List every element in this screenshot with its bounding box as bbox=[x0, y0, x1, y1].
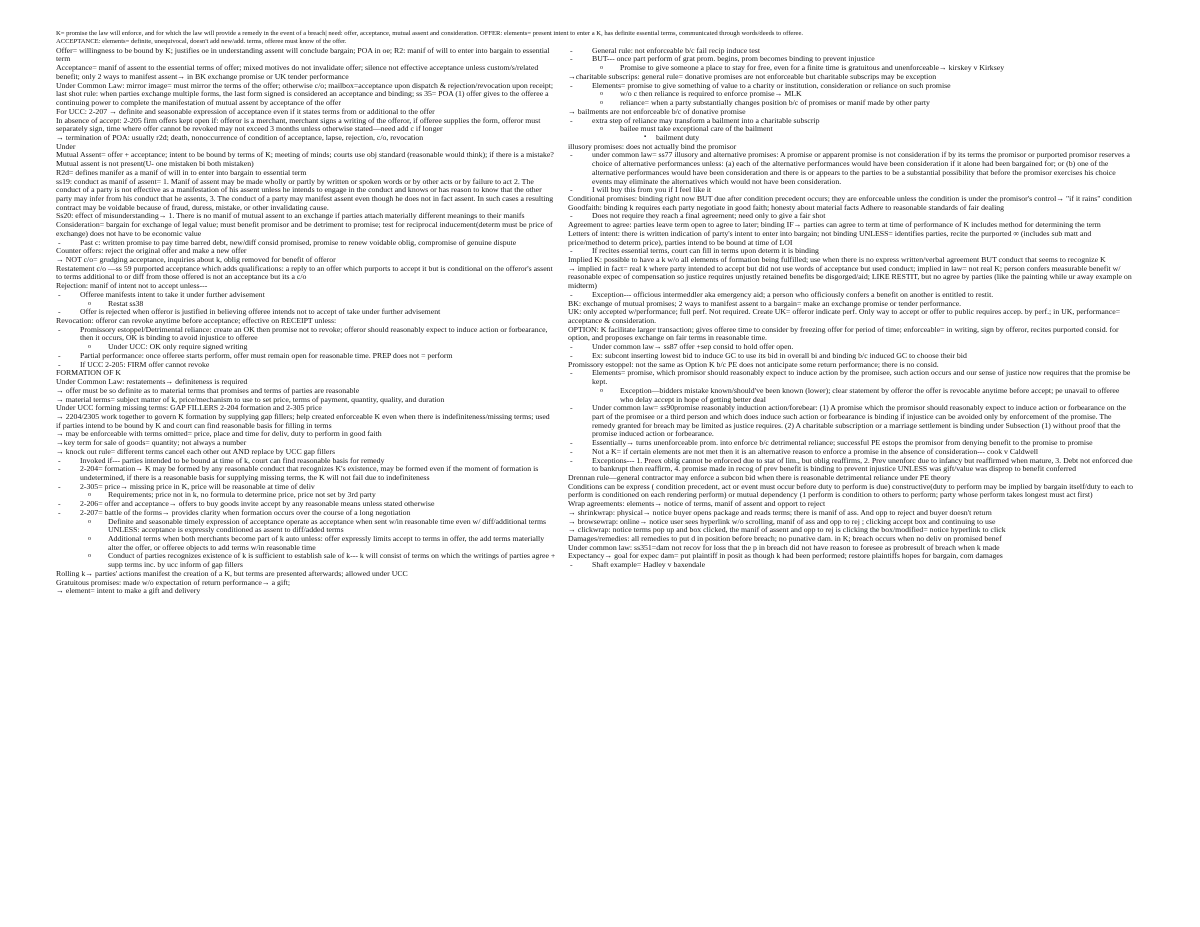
right-note-line: ▪ bailment duty bbox=[568, 134, 1134, 143]
right-note-line: Drennan rule—general contractor may enforce a subcon bid when there is reasonable detrimental reliance under PE theory bbox=[568, 472, 951, 482]
right-note-line: - Ex: subcont inserting lowest bid to induce GC to use its bid in overall bi and binding b/c induced GC to choose their bid bbox=[568, 352, 1134, 361]
left-note-line: - 2-204= formation→ K may be formed by any reasonable conduct that recognizes K's existence, may be formed even if the moment of formation is undetermined, if there is a reasonable basis for supplying missing terms, the K will not fail due to indefiniteness bbox=[56, 465, 556, 482]
left-note-line: - 2-305= price→ missing price in K, price will be reasonable at time of deliv bbox=[56, 483, 556, 492]
right-note-line: Expectancy→ goal for expec dam= put plaintiff in posit as though k had been performed; restore plaintiffs hopes for bargain, com damages bbox=[568, 551, 1003, 561]
k-definition: K= promise the law will enforce, and for which the law will provide a remedy in the event of a breach| need: offer, acceptance, mutual assent and consideration. OFFER: elements= present intent to enter a K, has definite essential terms, communicated through words/deeds to offeree. bbox=[56, 30, 804, 37]
left-note-line: Revocation: offeror can revoke anytime before acceptance; effective on RECEIPT unless: bbox=[56, 316, 337, 326]
left-note-line: Gratuitous promises: made w/o expectation of return performance→ a gift; bbox=[56, 577, 291, 587]
right-note-line: - Elements= promise, which promisor should reasonably expect to induce action by the promisee, such action occurs and our sense of justice now requires that the promise be kept. bbox=[568, 369, 1134, 386]
left-note-line: - Past c: written promise to pay time barred debt, new/diff consid promised, promise to renew voidable oblig, compromise of genuine dispute bbox=[56, 239, 556, 248]
left-note-line: o Definite and seasonable timely expression of acceptance operate as acceptance when sent w/in reasonable time even w/ diff/additional terms UNLESS: acceptance is expressly conditioned as assent to diff/added terms bbox=[56, 518, 556, 535]
left-note-line: ss19: conduct as manif of assent= 1. Manif of assent may be made wholly or partly by written or spoken words or by other acts or by failure to act 2. The conduct of a party is not effective as a manifestation of his assent unless he intends to engage in the conduct and knows or has reason to know that the other party may infer from his conduct that he assents, 3. The conduct of a party may manifest assent even though he does not in fact assent. In such cases a resulting contract may be voidable because of fraud, duress, mistake, or other invalidating cause. bbox=[56, 176, 554, 212]
left-note-line: Rolling k→ parties' actions manifest the creation of a K, but terms are presented afterwards; allowed under UCC bbox=[56, 568, 408, 578]
left-note-line: → offer must be so definite as to material terms that promises and terms of parties are reasonable bbox=[56, 385, 360, 395]
right-note-line: - General rule: not enforceable b/c fail recip induce test bbox=[568, 47, 1134, 56]
right-column bbox=[568, 47, 1134, 596]
acceptance-definition: ACCEPTANCE: elements= definite, unequivocal, doesn't add new/add. terms, offeree must know of the offer. bbox=[56, 38, 347, 46]
left-note-line: o Conduct of parties recognizes existence of k is sufficient to establish sale of k--- k will consist of terms on which the writings of parties agree + supp terms inc. by ucc inform of gap fillers bbox=[56, 552, 556, 569]
right-note-line: - Does not require they reach a final agreement; need only to give a fair shot bbox=[568, 212, 1134, 221]
right-note-line: - Not a K= if certain elements are not met then it is an alternative reason to enforce a promise in the absence of consideration--- cook v Caldwell bbox=[568, 448, 1134, 457]
left-note-line: - Partial performance: once offeree starts perform, offer must remain open for reasonable time. PREP does not = perform bbox=[56, 352, 556, 361]
right-note-line: - Exception--- officious intermeddler aka emergency aid; a person who officiously confers a benefit on another is entitled to restit. bbox=[568, 291, 1134, 300]
left-note-line: - 2-207= battle of the forms→ provides clarity when formation occurs over the course of a long negotiation bbox=[56, 509, 556, 518]
right-note-line: - Under common law→ ss87 offer +sep consid to hold offer open. bbox=[568, 343, 1134, 352]
left-note-line: Consideration= bargain for exchange of legal value; must benefit promisor and be detriment to promise; test for reciprocal inducement(determ must be price of exchange) does not have to be economic value bbox=[56, 220, 553, 238]
left-note-line: →key term for sale of goods= quantity; not always a number bbox=[56, 438, 247, 448]
right-note-line: o reliance= when a party substantially changes position b/c of promises or manif made by other party bbox=[568, 99, 1134, 108]
right-note-line: - BUT--- once part perform of grat prom. begins, prom becomes binding to prevent injustice bbox=[568, 55, 1134, 64]
right-note-line: - If recites essential terms, court can fill in terms upon determ it is binding bbox=[568, 247, 1134, 256]
left-note-line: Rejection: manif of intent not to accept unless--- bbox=[56, 281, 208, 291]
left-note-line: → element= intent to make a gift and delivery bbox=[56, 586, 201, 596]
right-note-line: Goodfaith: binding k requires each party negotiate in good faith; honesty about material facts Adhere to reasonable standards of fair dealing bbox=[568, 202, 1005, 212]
left-note-line: - Offeree manifests intent to take it under further advisement bbox=[56, 291, 556, 300]
right-note-line: Agreement to agree: parties leave term open to agree to later; binding IF→ parties can agree to term at time of performance of K includes method for determining the term bbox=[568, 220, 1101, 230]
left-note-line: FORMATION OF K bbox=[56, 368, 121, 378]
left-note-line: Mutual Assent= offer + acceptance; intent to be bound by terms of K; meeting of minds; courts use obj standard (reasonable would think); if there is a mistake? Mutual assent is not present(U- one mistaken bi both mistaken) bbox=[56, 150, 554, 169]
left-note-line: Under bbox=[56, 141, 76, 151]
left-note-line: o Under UCC: OK only require signed writing bbox=[56, 343, 556, 352]
left-note-line: Offer= willingness to be bound by K; justifies oe in understanding assent will conclude bargain; POA in oe; R2: manif of will to enter into bargain to essential term bbox=[56, 46, 550, 64]
left-note-line: → material terms= subject matter of k, price/mechanism to use to set price, terms of payment, quantity, quality, and duration bbox=[56, 394, 445, 404]
right-note-line: → browsewrap: online→ notice user sees hyperlink w/o scrolling, manif of ass and opp to rej ; clicking accept box and continuing to use bbox=[568, 516, 996, 526]
right-note-line: Conditional promises: binding right now BUT due after condition precedent occurs; they are enforceable unless the condition is under the promisor's control→ "if it rains" condition bbox=[568, 193, 1132, 203]
left-note-line: R2d= defines manifer as a manif of will in to enter into bargain to essential term bbox=[56, 167, 307, 177]
left-note-line: → termination of POA: usually r2d; death, nonoccurrence of condition of acceptance, lapse, rejection, c/o, revocation bbox=[56, 132, 424, 142]
left-note-line: o Additional terms when both merchants become part of k auto unless: offer expressly limits accept to terms in offer, the add terms materially alter the offer, or offeree objects to add terms w/in reasonable time bbox=[56, 535, 556, 552]
right-note-line: BK: exchange of mutual promises; 2 ways to manifest assent to a bargain= make an exchange promise or tender performance. bbox=[568, 298, 962, 308]
right-note-line: →charitable subscrips: general rule= donative promises are not enforceable but charitable subscrips may be exception bbox=[568, 71, 937, 81]
right-note-line: Letters of intent: there is written indication of party's intent to enter into bargain; not binding UNLESS= identifies parties, recite the purported ∞ (includes sub matt and price/method to determ price), parties intend to be bound at time of LOI bbox=[568, 228, 1092, 247]
right-note-line: o bailee must take exceptional care of the bailment bbox=[568, 125, 1134, 134]
page-header bbox=[56, 30, 1190, 46]
left-note-line: → may be enforceable with terms omitted= price, place and time for deliv, duty to perform in good faith bbox=[56, 429, 382, 439]
columns bbox=[56, 47, 1190, 596]
left-note-line: In absence of accept: 2-205 firm offers kept open if: offeror is a merchant, merchant signs a writing of the offeror, if offeree supplies the form, offeror must separately sign, time where offer cannot be revoked may not exceed 3 months unless otherwise stated—need add c if longer bbox=[56, 115, 541, 134]
right-note-line: → implied in fact= real k where party intended to accept but did not use words of acceptance but used conduct; implied in law= not real K; person confers measurable benefit w/ reasonable expec of compensation so justice requires unjustly retained benefits be disgorged/aid; LIKE RESTIT, but no agree by parties (like the painting while ur away example on midterm) bbox=[568, 263, 1132, 291]
left-note-line: Restatement c/o —ss 59 purported acceptance which adds qualifications: a reply to an offer which purports to accept it but is conditional on the offeror's assent to terms additional to or diff from those offered is not an acceptance but its a c/o bbox=[56, 263, 553, 282]
right-note-line: - extra step of reliance may transform a bailment into a charitable subscrip bbox=[568, 117, 1134, 126]
right-note-line: illusory promises: does not actually bind the promisor bbox=[568, 141, 737, 151]
left-note-line: - Offer is rejected when offeror is justified in believing offeree intends not to accept of take under further advisement bbox=[56, 308, 556, 317]
right-note-line: OPTION: K facilitate larger transaction; gives offeree time to consider by freezing offer for period of time; enforceable= in writing, sign by offeror, recites purported consid. for option, and proposes exchange on fair terms in reasonable time. bbox=[568, 324, 1119, 343]
right-note-line: Promissory estoppel: not the same as Option K b/c PE does not anticipate some return performance; there is no consid. bbox=[568, 359, 939, 369]
right-note-line: - Exceptions--- 1. Preex oblig cannot be enforced due to stat of lim., but oblig reaffirms, 2. Prev unenforc due to infancy but reaffirmed when mature, 3. Debt not enforced due to bankrupt then reaffirm, 4. promise made in recog of prev benefit is binding to prevent injustice UNLESS was gift/value was disprop to benefit conferred bbox=[568, 457, 1134, 474]
right-note-line: - under common law= ss77 illusory and alternative promises: A promise or apparent promise is not consideration if by its terms the promisor or purported promisor reserves a choice of alternative performances unless: (a) each of the alternative performances would have been consideration if it alone had been bargained for; or (b) one of the alternative performances would have been consideration and there is or appears to the parties to be a substantial possibility that before the promisor exercises his choice events may eliminate the alternatives which would not have been consideration. bbox=[568, 151, 1134, 186]
left-note-line: Ss20: effect of misunderstanding→ 1. There is no manif of mutual assent to an exchange if parties attach materially different meanings to their manifs bbox=[56, 211, 525, 221]
left-note-line: - 2-206= offer and acceptance→ offers to buy goods invite accept by any reasonable means unless stated otherwise bbox=[56, 500, 556, 509]
left-note-line: Counter offers: reject the original offer and make a new offer bbox=[56, 246, 247, 256]
left-note-line: - If UCC 2-205: FIRM offer cannot revoke bbox=[56, 361, 556, 370]
left-note-line: Under UCC forming missing terms: GAP FILLERS 2-204 formation and 2-305 price bbox=[56, 403, 322, 413]
left-note-line: → NOT c/o= grudging acceptance, inquiries about k, oblig removed for benefit of offeror bbox=[56, 255, 336, 264]
right-note-line: UK: only accepted w/performance; full perf. Not required. Create UK= offeror indicate perf. Only way to accept or offer to public requires accep. by perf.; in UK, performance= acceptance & consideration. bbox=[568, 307, 1121, 326]
right-note-line: - Under common law= ss90promise reasonably induction action/forebear: (1) A promise which the promisor should reasonably expect to induce action or forbearance on the part of the promisee or a third person and which does induce such action or forbearance is binding if injustice can be avoided only by enforcement of the promise. The remedy granted for breach may be limited as justice requires. (2) A charitable subscription or a marriage settlement is binding under Subsection (1) without proof that the promise induced action or forbearance. bbox=[568, 404, 1134, 439]
left-note-line: → knock out rule= different terms cancel each other out AND replace by UCC gap fillers bbox=[56, 446, 336, 456]
right-note-line: Implied K: possible to have a k w/o all elements of formation being fulfilled; use when there is no express written/verbal agreement BUT conduct that seems to recognize K bbox=[568, 255, 1106, 264]
right-note-line: Conditions can be express ( condition precedent, act or event must occur before duty to perform is due) constructive(duty to perform may be implied by bargain itself/duty to each to perform is conditioned on each rendering perform) or mutual dependency (1 perform is condition to others to perform; party whose perform takes longest must act first) bbox=[568, 481, 1133, 500]
right-note-line: → shrinkwrap: physical→ notice buyer opens package and reads terms; there is manif of ass. And opp to reject and buyer doesn't return bbox=[568, 507, 992, 517]
left-note-line: For UCC: 2-207 → definite and seasonable expression of acceptance even if it states terms from or additional to the offer bbox=[56, 106, 435, 116]
right-note-line: - Elements= promise to give something of value to a charity or institution, consideration or reliance on such promise bbox=[568, 82, 1134, 91]
right-note-line: → clickwrap: notice terms pop up and box clicked, the manif of assent and opp to rej is clicking the box/modified= notice hyperlink to click bbox=[568, 525, 1006, 535]
right-note-line: Damages/remedies: all remedies to put d in position before breach; no punative dam. in K; breach occurs when no deliv on promised benef bbox=[568, 534, 1002, 543]
left-note-line: Acceptance= manif of assent to the essential terms of offer; mixed motives do not invalidate offer; silence not effective acceptance unless custom/s/related benefit; only 2 ways to manifest assent→ in BK exchange promise or UK tender performance bbox=[56, 63, 539, 81]
right-note-line: o Exception—bidders mistake known/should've been known (lower); clear statement by offeror the offer is revocable anytime before accept; pe unavail to offeree who delay accept in hope of getting better deal bbox=[568, 387, 1134, 404]
right-note-line: o Promise to give someone a place to stay for free, even for a finite time is gratuitous and unenforceable→ kirskey v Kirksey bbox=[568, 64, 1134, 73]
right-note-line: → bailments are not enforceable b/c of donative promise bbox=[568, 106, 746, 116]
right-note-line: o w/o c then reliance is required to enforce promise→ MLK bbox=[568, 90, 1134, 99]
right-note-line: Under common law: ss351=dam not recov for loss that the p in breach did not have reason to foresee as probresult of breach when k made bbox=[568, 542, 1000, 552]
right-note-line: - Essentially→ turns unenforceable prom. into enforce b/c detrimental reliance; successful PE estops the promisor from denying benefit to the promise to promise bbox=[568, 439, 1134, 448]
left-column bbox=[56, 47, 556, 596]
left-note-line: - Promissory estoppel/Detrimental reliance: create an OK then promise not to revoke; offeror should reasonably expect to induce action or forbearance, then it occurs, OK is binding to avoid injustice to offeree bbox=[56, 326, 556, 343]
right-note-line: - Shaft example= Hadley v baxendale bbox=[568, 561, 1134, 570]
left-note-line: - Invoked if--- parties intended to be bound at time of k, court can find reasonable basis for remedy bbox=[56, 457, 556, 466]
left-note-line: Under Common Law: mirror image= must mirror the terms of the offer; otherwise c/o; mailbox=acceptance upon dispatch & rejection/revocation upon receipt; last shot rule: when parties exchange multiple forms, the last form signed is considered an acceptance and binding; ss 35= POA (1) offer gives to the offeree a continuing power to complete the manifestation of mutual assent by acceptance of the offer bbox=[56, 80, 554, 108]
left-note-line: → 2204/2305 work together to govern K formation by supplying gap fillers; help created enforceable K even when there is indefiniteness/missing terms; used if parties intend to be bound by K and court can find reasonable basis for filling in terms bbox=[56, 411, 550, 430]
left-note-line: Under Common Law: restatements→ definiteness is required bbox=[56, 377, 248, 387]
left-note-line: o Requirements; price not in k, no formula to determine price, price not set by 3rd party bbox=[56, 491, 556, 500]
right-note-line: - I will buy this from you if I feel like it bbox=[568, 186, 1134, 195]
right-note-line: Wrap agreements: elements→ notice of terms, manif of assent and opport to reject bbox=[568, 499, 826, 509]
left-note-line: o Restat ss38 bbox=[56, 300, 556, 309]
